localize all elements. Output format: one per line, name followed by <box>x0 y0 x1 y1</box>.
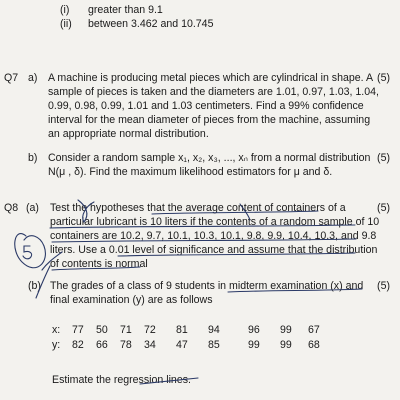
pen-five <box>23 246 32 259</box>
q7-a-line: an appropriate normal distribution. <box>48 128 209 140</box>
y-value: 68 <box>308 339 320 351</box>
item-ii-text: between 3.462 and 10.745 <box>88 18 214 30</box>
x-value: 50 <box>96 324 108 336</box>
q7-b-label: b) <box>28 152 38 164</box>
y-value: 99 <box>248 339 260 351</box>
q7-a-marks: (5) <box>377 72 390 84</box>
q8-a-line: liters. Use a 0.01 level of significance and assume that the distribution <box>50 244 378 256</box>
q8-a-label: (a) <box>26 202 39 214</box>
q8-b-line: final examination (y) are as follows <box>50 294 213 306</box>
q7-b-marks: (5) <box>377 152 390 164</box>
x-value: 96 <box>248 324 260 336</box>
q7-b-line: Consider a random sample x₁, x₂, x₃, ..., xₙ from a normal distribution <box>48 152 371 164</box>
q7-a-line: A machine is producing metal pieces which are cylindrical in shape. A <box>48 72 374 84</box>
y-values-row <box>52 339 332 351</box>
item-i-text: greater than 9.1 <box>88 4 163 16</box>
x-values-row <box>52 324 332 336</box>
q7-a-line: 0.99, 0.98, 0.99, 1.01 and 1.03 centimeters. Find a 99% confidence <box>48 100 364 112</box>
y-row-label: y: <box>52 339 61 351</box>
x-value: 77 <box>72 324 84 336</box>
y-value: 66 <box>96 339 108 351</box>
y-value: 78 <box>120 339 132 351</box>
x-value: 72 <box>144 324 156 336</box>
x-value: 71 <box>120 324 132 336</box>
y-value: 99 <box>280 339 292 351</box>
x-value: 67 <box>308 324 320 336</box>
regression-instruction: Estimate the regression lines. <box>52 374 191 386</box>
q8-a-line: containers are 10.2, 9.7, 10.1, 10.3, 10.1, 9.8, 9.9, 10.4, 10.3, and 9.8 <box>50 230 377 242</box>
q7-a-line: sample of pieces is taken and the diameters are 1.01, 0.97, 1.03, 1.04, <box>48 86 379 98</box>
y-value: 82 <box>72 339 84 351</box>
q8-number: Q8 <box>4 202 19 214</box>
q7-b-line: N(μ , δ). Find the maximum likelihood estimators for μ and δ. <box>48 166 333 178</box>
q8-b-label: (b) <box>28 280 41 292</box>
q8-b-line: The grades of a class of 9 students in midterm examination (x) and <box>50 280 364 292</box>
q8-a-line: particular lubricant is 10 liters if the contents of a random sample of 10 <box>50 216 380 228</box>
q7-a-label: a) <box>28 72 38 84</box>
q7-a-line: interval for the mean diameter of pieces from the machine, assuming <box>48 114 371 126</box>
y-value: 34 <box>144 339 156 351</box>
q7-number: Q7 <box>4 72 19 84</box>
q8-a-line: of contents is normal <box>50 258 148 270</box>
x-value: 99 <box>280 324 292 336</box>
q8-b-marks: (5) <box>377 280 390 292</box>
q8-a-line: Test the hypotheses that the average content of containers of a <box>50 202 346 214</box>
item-i-label: (i) <box>60 4 70 16</box>
pen-circle <box>15 234 46 268</box>
q8-a-marks: (5) <box>377 202 390 214</box>
y-value: 47 <box>176 339 188 351</box>
y-value: 85 <box>208 339 220 351</box>
x-row-label: x: <box>52 324 61 336</box>
item-ii-label: (ii) <box>60 18 72 30</box>
x-value: 81 <box>176 324 188 336</box>
x-value: 94 <box>208 324 220 336</box>
